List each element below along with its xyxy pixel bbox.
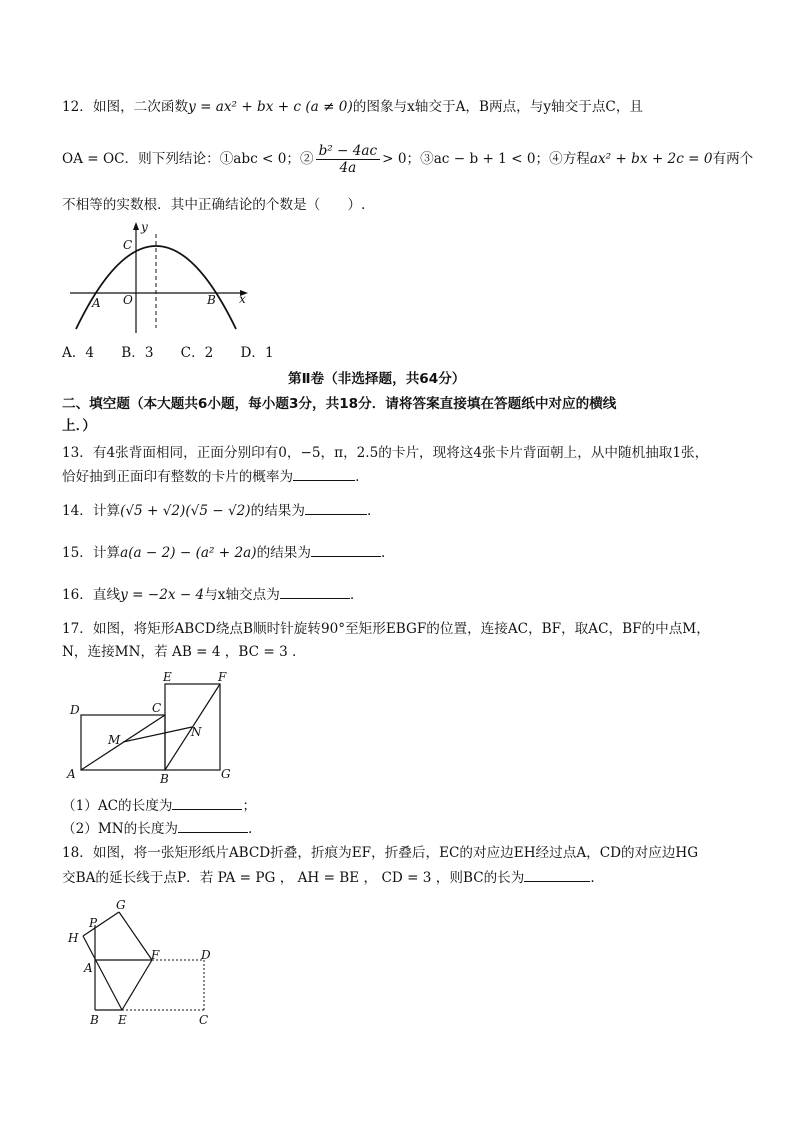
section2-header xyxy=(62,394,616,414)
label-D: D xyxy=(70,703,80,717)
segment-MN xyxy=(123,727,192,742)
label-E: E xyxy=(118,1013,127,1027)
q12-fraction xyxy=(316,143,381,176)
label-N: N xyxy=(191,725,202,739)
q17-sub1-blank[interactable] xyxy=(172,795,242,810)
q15-answer-blank[interactable] xyxy=(311,542,381,557)
q12-question: 不相等的实数根．其中正确结论的个数是（ ）. xyxy=(62,197,366,213)
q17-sub2-end: . xyxy=(248,821,253,837)
q13-text-2: 恰好抽到正面印有整数的卡片的概率为 xyxy=(62,469,294,485)
q13-line2 xyxy=(62,466,359,487)
q12-line1 xyxy=(62,97,643,117)
q16-answer-blank[interactable] xyxy=(280,584,350,599)
q12-parabola-figure xyxy=(66,218,256,336)
q15-period: . xyxy=(380,545,386,561)
q18-period: . xyxy=(590,870,595,886)
q16-expression: y = −2x − 4 xyxy=(120,587,205,603)
section2-line2: 上．） xyxy=(62,418,96,434)
segment-EF xyxy=(122,960,152,1010)
q17-sub1 xyxy=(62,795,256,816)
q13-answer-blank[interactable] xyxy=(293,466,355,481)
q17-rectangle-figure xyxy=(62,668,247,786)
q18-text-2: 交BA的延长线于点P．若 PA = PG ， AH = BE ， CD = 3 ，则BC的长为 xyxy=(62,870,525,886)
section2-header-cont xyxy=(62,416,96,436)
q12-equation: ax² + bx + 2c = 0 xyxy=(589,151,713,167)
q12-answer-options: A．4 B．3 C．2 D．1 xyxy=(62,345,274,361)
label-C: C xyxy=(152,701,162,715)
y-axis-arrow xyxy=(133,222,139,230)
q17-line1 xyxy=(62,619,710,639)
q14-expression: (√5 + √2)(√5 − √2) xyxy=(120,503,251,519)
q18-line2 xyxy=(62,867,595,888)
section2-line1: 二、填空题（本大题共6小题，每小题3分，共18分．请将答案直接填在答题纸中对应的横线 xyxy=(62,396,617,412)
q14-prefix: 14．计算 xyxy=(62,503,121,519)
label-A: A xyxy=(92,296,101,310)
part2-title-text: 第Ⅱ卷（非选择题，共64分） xyxy=(288,371,466,387)
q12-text-a: 12．如图，二次函数 xyxy=(62,99,189,115)
label-H: H xyxy=(68,931,79,945)
label-F: F xyxy=(151,948,160,962)
q12-options xyxy=(62,343,274,363)
label-O: O xyxy=(123,293,133,307)
q16-line xyxy=(62,584,354,605)
q18-line1 xyxy=(62,843,698,863)
q18-text: 18．如图，将一张矩形纸片ABCD折叠，折痕为EF，折叠后，EC的对应边EH经过点A，CD的对应边HG xyxy=(62,845,699,861)
part2-title xyxy=(288,369,465,389)
q14-answer-blank[interactable] xyxy=(305,500,367,515)
q17-line2 xyxy=(62,642,296,662)
label-B: B xyxy=(90,1013,99,1027)
label-C: C xyxy=(123,238,133,252)
fraction-numerator: b² − 4ac xyxy=(316,143,381,160)
label-G: G xyxy=(116,898,126,912)
q17-text-2: N，连接MN，若 AB = 4 ，BC = 3 . xyxy=(62,644,297,660)
label-x: x xyxy=(239,292,246,306)
q12-conclusions-b: > 0；③ac − b + 1 < 0；④方程 xyxy=(382,151,590,167)
label-A: A xyxy=(84,961,93,975)
q18-fold-figure xyxy=(62,895,227,1030)
fraction-denominator: 4a xyxy=(339,160,357,176)
q18-answer-blank[interactable] xyxy=(524,867,590,882)
label-M: M xyxy=(108,733,121,747)
label-B: B xyxy=(160,772,169,786)
q17-sub2-blank[interactable] xyxy=(178,818,248,833)
q16-period: . xyxy=(349,587,355,603)
q14-suffix: 的结果为 xyxy=(250,503,305,519)
label-D: D xyxy=(201,948,211,962)
q12-conclusions-a: OA = OC．则下列结论：①abc < 0；② xyxy=(62,151,314,167)
q13-text: 13．有4张背面相同，正面分别印有0，−5，π，2.5的卡片，现将这4张卡片背面朝上，从中随机抽取1张， xyxy=(62,445,709,461)
q12-line3 xyxy=(62,195,365,215)
q14-period: . xyxy=(367,503,372,519)
q12-formula: y = ax² + bx + c (a ≠ 0) xyxy=(188,99,353,115)
q17-sub1-end: ； xyxy=(242,798,257,814)
q17-sub1-text: （1）AC的长度为 xyxy=(62,798,173,814)
label-A: A xyxy=(67,767,76,781)
q15-line xyxy=(62,542,385,563)
segment-GF xyxy=(119,912,152,960)
q15-prefix: 15．计算 xyxy=(62,545,121,561)
label-F: F xyxy=(218,670,227,684)
label-y: y xyxy=(141,220,148,234)
q12-conclusions-c: 有两个 xyxy=(712,151,754,167)
q15-suffix: 的结果为 xyxy=(256,545,311,561)
q17-text: 17．如图，将矩形ABCD绕点B顺时针旋转90°至矩形EBGF的位置，连接AC，BF，取AC，BF的中点M， xyxy=(62,621,710,637)
label-G: G xyxy=(221,767,231,781)
q12-line2 xyxy=(62,143,753,176)
label-C: C xyxy=(199,1013,209,1027)
q15-expression: a(a − 2) − (a² + 2a) xyxy=(120,545,257,561)
q12-text-b: 的图象与x轴交于A，B两点，与y轴交于点C，且 xyxy=(352,99,644,115)
q13-period: . xyxy=(355,469,360,485)
label-B: B xyxy=(207,293,216,307)
q17-sub2 xyxy=(62,818,252,839)
q16-prefix: 16．直线 xyxy=(62,587,121,603)
segment-AC xyxy=(81,715,165,770)
label-P: P xyxy=(89,916,98,930)
q17-sub2-text: （2）MN的长度为 xyxy=(62,821,179,837)
label-E: E xyxy=(163,670,172,684)
q16-suffix: 与x轴交点为 xyxy=(204,587,280,603)
q13-line1 xyxy=(62,443,708,463)
q14-line xyxy=(62,500,371,521)
